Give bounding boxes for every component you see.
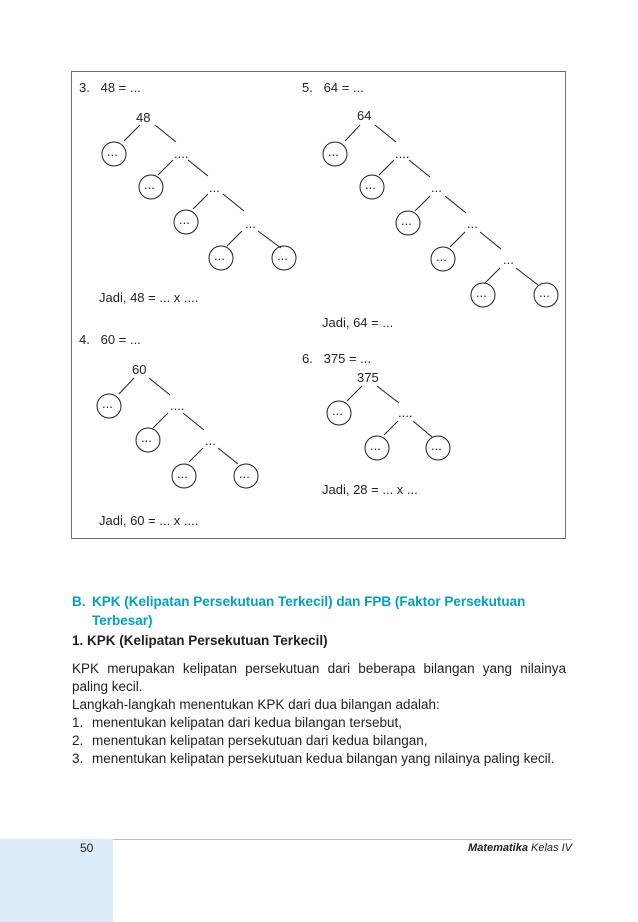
exercise-6-node: ....	[398, 405, 413, 420]
list-item-number: 3.	[72, 751, 84, 766]
definition-paragraph: KPK merupakan kelipatan persekutuan dari beberapa bilangan yang nilainya paling kecil.	[72, 661, 566, 694]
subsection-title: 1. KPK (Kelipatan Persekutuan Terkecil)	[72, 633, 328, 648]
exercise-5-node: ...	[436, 249, 447, 264]
tree-branch	[379, 160, 394, 175]
exercise-6-answer: Jadi, 28 = ... x ...	[322, 482, 418, 497]
exercise-3-node: ...	[144, 177, 155, 192]
tree-branch	[516, 268, 538, 285]
book-title	[468, 842, 572, 854]
steps-intro: Langkah-langkah menentukan KPK dari dua bilangan adalah:	[72, 697, 440, 712]
list-item-text: menentukan kelipatan persekutuan dari kedua bilangan,	[92, 733, 428, 748]
tree-branch	[480, 232, 501, 249]
section-heading: KPK (Kelipatan Persekutuan Terkecil) dan FPB (Faktor Persekutuan Terbesar)	[92, 594, 526, 628]
exercise-5-node: ...	[431, 180, 442, 195]
exercise-4-node: ...	[102, 396, 113, 411]
tree-branch	[450, 232, 465, 247]
tree-branch	[415, 196, 430, 211]
exercise-3-root: 48	[136, 110, 151, 125]
tree-branch	[413, 421, 432, 437]
exercise-3-node: ...	[107, 144, 118, 159]
tree-branch	[153, 413, 168, 428]
tree-branch	[347, 386, 362, 401]
exercise-6-node: ...	[370, 438, 381, 453]
tree-branch	[384, 421, 398, 435]
exercise-3-node: ...	[214, 248, 225, 263]
page-tab	[0, 839, 113, 922]
book-title-grade: Kelas IV	[527, 842, 572, 854]
tree-branch	[188, 160, 208, 176]
exercise-5-node: ...	[365, 177, 376, 192]
exercise-4-node: ...	[239, 466, 250, 481]
exercise-4-node: ....	[170, 398, 185, 413]
exercise-6-node: ...	[431, 438, 442, 453]
exercise-5-node: ...	[401, 213, 412, 228]
list-item-text: menentukan kelipatan persekutuan kedua bilangan yang nilainya paling kecil.	[92, 751, 555, 766]
exercise-6-node: ...	[332, 403, 343, 418]
page-number: 50	[80, 841, 94, 855]
tree-branch	[223, 194, 244, 211]
exercise-5-node: ...	[476, 285, 487, 300]
tree-branch	[124, 125, 140, 141]
tree-branch	[485, 268, 500, 283]
exercise-4-node: ...	[141, 430, 152, 445]
tree-branch	[189, 448, 203, 462]
tree-branch	[345, 125, 360, 141]
exercise-3-node: ....	[174, 146, 189, 161]
tree-branch	[227, 231, 242, 246]
exercise-4-node: ...	[177, 466, 188, 481]
exercise-3-prompt: 3. 48 = ...	[79, 80, 141, 95]
exercise-5-node: ...	[328, 144, 339, 159]
exercise-3-node: ...	[277, 248, 288, 263]
tree-branch	[119, 378, 134, 394]
exercise-3-answer: Jadi, 48 = ... x ....	[99, 290, 199, 305]
exercise-4-root: 60	[132, 362, 147, 377]
book-title-subject: Matematika	[468, 842, 528, 854]
tree-branch	[409, 160, 430, 177]
tree-branch	[218, 448, 238, 464]
footer-rule	[113, 839, 572, 840]
tree-branch	[445, 196, 466, 213]
list-item-text: menentukan kelipatan dari kedua bilangan tersebut,	[92, 715, 402, 730]
tree-branch	[258, 231, 281, 248]
exercise-3-node: ...	[179, 212, 190, 227]
exercise-4-answer: Jadi, 60 = ... x ....	[99, 513, 199, 528]
exercise-3-node: ...	[245, 216, 256, 231]
tree-branch	[158, 160, 173, 175]
exercise-5-node: ...	[467, 216, 478, 231]
exercise-5-root: 64	[357, 108, 372, 123]
section-number: B.	[72, 594, 86, 609]
exercise-5-node: ...	[539, 285, 550, 300]
exercise-4-node: ...	[205, 433, 216, 448]
tree-branch	[375, 125, 396, 142]
exercise-3-node: ...	[209, 180, 220, 195]
exercise-6-root: 375	[357, 370, 379, 385]
exercise-5-prompt: 5. 64 = ...	[302, 80, 364, 95]
tree-branch	[155, 125, 176, 142]
exercise-6-prompt: 6. 375 = ...	[302, 351, 372, 366]
list-item-number: 2.	[72, 733, 84, 748]
exercise-4-prompt: 4. 60 = ...	[79, 332, 141, 347]
tree-branch	[183, 413, 204, 430]
exercise-5-node: ...	[503, 252, 514, 267]
exercise-5-node: ....	[395, 146, 410, 161]
tree-branch	[193, 194, 208, 209]
list-item-number: 1.	[72, 715, 84, 730]
tree-branch	[377, 386, 399, 403]
tree-branch	[149, 378, 170, 395]
exercise-5-answer: Jadi, 64 = ...	[322, 315, 394, 330]
